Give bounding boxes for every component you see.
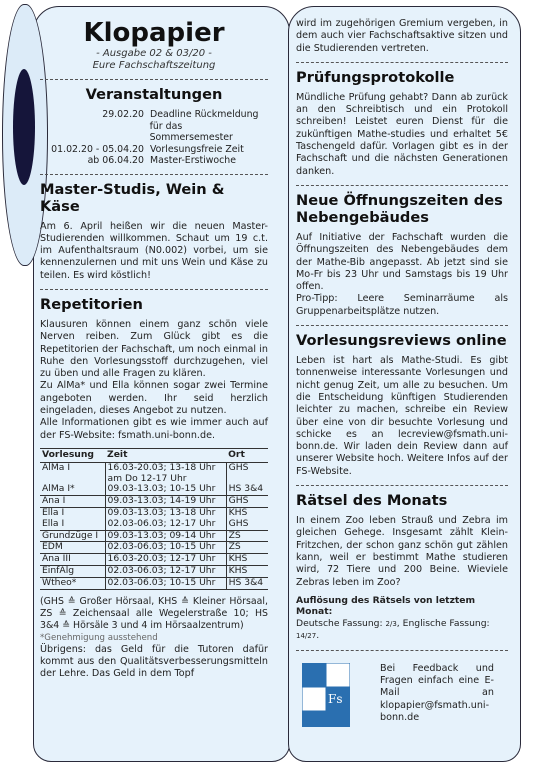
divider [40,289,268,290]
oeffnung-body: Auf Initiative der Fachschaft wurden die Öffnungszeiten des Nebengebäudes dem der Mathe-Bib angepasst. Ab jetzt sind sie Mo-Fr bis 23 Uhr und Samstags bis 19 Uhr offen. [296,231,508,293]
divider [296,62,508,63]
reviews-body: Leben ist hart als Mathe-Studi. Es gibt tonnenweise interessante Vorlesungen und nicht genug Zeit, um alle zu besuchen. Um die Entscheidung künftigen Studierenden leichter zu machen, schreibe ein Review über eine von dir besuchte Vorlesung und schicke es an lecreview@fsmath.uni-bonn.de. Wir laden dein Review dann auf unserer Website hoch. Weitere Infos auf der FS-Website. [296,355,508,477]
divider [296,485,508,486]
table-cell: 16.03-20.03; 12-17 Uhr [105,554,226,566]
table-cell: ZS [226,542,268,554]
event-text: Vorlesungsfreie Zeit [150,143,244,155]
table-row [40,519,268,530]
repetitorien-info: Alle Informationen gibt es wie immer auch auf der FS-Website: fsmath.uni-bonn.de. [40,417,268,441]
event-row [40,109,268,121]
events-list [40,109,268,167]
table-cell: Ana III [40,554,105,566]
contact-text: Bei Feedback und Fragen einfach eine E-Mail an klopapier@fsmath.uni-bonn.de [380,662,494,723]
table-cell: EDM [40,542,105,554]
approval-note: *Genehmigung ausstehend [40,632,158,643]
repetitorien-table [40,448,268,590]
protokolle-heading: Prüfungsprotokolle [296,68,455,86]
repetitorien-heading: Repetitorien [40,295,143,313]
event-date [40,121,150,144]
tagline: Eure Fachschaftszeitung [92,60,216,71]
right-column [296,18,508,737]
event-text: Master-Erstiwoche [150,155,237,166]
solution-title: Auflösung des Rätsels von letztem Monat: [296,594,476,618]
divider [40,79,268,80]
table-cell: Ella I [40,519,105,530]
table-row [40,484,268,495]
table-cell: AlMa I* [40,484,105,495]
event-text: Deadline Rückmeldung [150,109,259,120]
funding-note-continued: wird im zugehörigen Gremium vergeben, in dem auch vier Fachschaftsaktive sitzen und die Studierenden vertreten. [296,18,508,54]
solution-german-label: Deutsche Fassung: [296,617,383,629]
divider [40,174,268,175]
left-column [40,18,268,681]
oeffnung-tip: Pro-Tipp: Leere Seminarräume als Gruppenarbeitsplätze nutzen. [296,293,508,317]
fachschaft-logo-icon [302,663,350,727]
solution-block: Auflösung des Rätsels von letztem Monat: Deutsche Fassung: 2/3, Englische Fassung: 14/27. [296,594,490,642]
edition-label: - Ausgabe 02 & 03/20 - [96,48,212,59]
table-row [40,530,268,542]
table-cell: EinfAlg [40,565,105,577]
funding-note: Übrigens: das Geld für die Tutoren dafür kommt aus den Qualitätsverbesserungsmitteln der Lehre. Das Geld in dem Topf [40,643,268,680]
table-cell: am Do 12-17 Uhr [105,474,226,485]
table-header-row [40,448,268,462]
table-cell: 09.03-13.03; 14-19 Uhr [105,496,226,508]
master-heading: Master-Studis, Wein & Käse [40,180,225,215]
solution-english-label: , Englische Fassung: [396,617,490,629]
table-cell: KHS [226,507,268,518]
table-cell: Wtheo* [40,577,105,589]
solution-english-value: 14/27 [296,632,317,641]
table-cell: HS 3&4 [226,577,268,589]
table-cell: GHS [228,517,249,529]
solution-german-value: 2/3 [385,619,397,628]
table-cell: AlMa I [40,462,105,473]
table-cell: 02.03-06.03; 12-17 Uhr [105,565,226,577]
table-row [40,565,268,577]
column-header: Zeit [105,448,226,462]
table-cell: Grundzüge I [40,530,105,542]
table-cell: KHS [226,565,268,577]
roll-core-icon [13,69,35,185]
reviews-heading: Vorlesungsreviews online [296,332,507,350]
contact-block [296,663,508,737]
repetitorien-offer: Zu AlMa* und Ella können sogar zwei Termine angeboten werden. Ihr seid herzlich eingeladen, dieses Angebot zu nutzen. [40,380,268,417]
newsletter-title: Klopapier [83,18,225,48]
table-row [40,554,268,566]
table-cell: Ana I [40,496,105,508]
table-cell: 09.03-13.03; 09-14 Uhr [105,530,226,542]
divider [296,185,508,186]
raetsel-heading: Rätsel des Monats [296,492,448,510]
master-body: Am 6. April heißen wir die neuen Master-Studierenden willkommen. Schaut um 19 c.t. im Aufenthaltsraum (N0.002) vorbei, um sie kennenzulernen und mit uns Wein und Käse zu teilen. Es wird köstlich! [40,220,268,281]
divider [296,650,508,651]
event-date: ab 06.04.20 [87,155,144,166]
table-cell: 09.03-13.03; 10-15 Uhr [105,484,226,495]
table-row [40,577,268,589]
logo-letters: Fs [328,691,343,706]
event-row [40,144,268,156]
repetitorien-intro: Klausuren können einem ganz schön viele Nerven reiben. Zum Glück gibt es die Repetitorien der Fachschaft, um noch einmal in Ruhe den Vorlesungsstoff durchzugehen, viel zu üben und alle Fragen zu klären. [40,318,268,380]
divider [296,325,508,326]
event-row [40,155,268,167]
table-cell: 02.03-06.03; 12-17 Uhr [105,519,226,530]
location-legend: (GHS ≙ Großer Hörsaal, KHS ≙ Kleiner Hörsaal, ZS ≙ Zeichensaal alle Wegelerstraße 10; HS 3&4 ≙ Hörsäle 3 und 4 im Hörsaalzentrum) [40,595,268,631]
table-cell: GHS [226,496,268,508]
table-cell: KHS [226,554,268,566]
table-row [40,542,268,554]
table-cell: 02.03-06.03; 10-15 Uhr [105,542,226,554]
oeffnung-heading: Neue Öffnungszeiten des Nebengebäudes [296,191,503,226]
column-header: Vorlesung [40,448,105,462]
protokolle-body: Mündliche Prüfung gehabt? Dann ab zurück an den Schreibtisch und ein Protokoll schreiben! Leistet euren Dienst für die zukünftigen Mathe-studies und erhaltet 5€ Taschengeld dafür. Vorlagen gibt es in der Fachschaft und die nächsten Generationen danken. [296,91,508,177]
table-cell: 09.03-13.03; 13-18 Uhr [105,507,226,518]
table-row [40,496,268,508]
events-heading: Veranstaltungen [85,86,223,103]
column-header: Ort [226,448,268,462]
table-cell: Ella I [40,507,105,518]
event-text: für das Sommersemester [149,120,233,143]
event-date: 01.02.20 - 05.04.20 [51,143,144,155]
table-cell: GHS [228,461,249,473]
table-cell: 02.03-06.03; 10-15 Uhr [105,577,226,589]
table-cell: 16.03-20.03; 13-18 Uhr [105,462,226,473]
table-row [40,462,268,473]
raetsel-body: In einem Zoo leben Strauß und Zebra im gleichen Gehege. Insgesamt zählt Klein-Fritzchen, der schon ganz schön gut zählen kann, weil er bestimmt Mathe studieren wird, 72 Tiere und 200 Beine. Wieviele Zebras leben im Zoo? [296,515,508,588]
event-date: 29.02.20 [102,109,144,120]
table-cell: ZS [226,530,268,542]
event-row [40,121,268,144]
table-cell: HS 3&4 [228,483,264,495]
